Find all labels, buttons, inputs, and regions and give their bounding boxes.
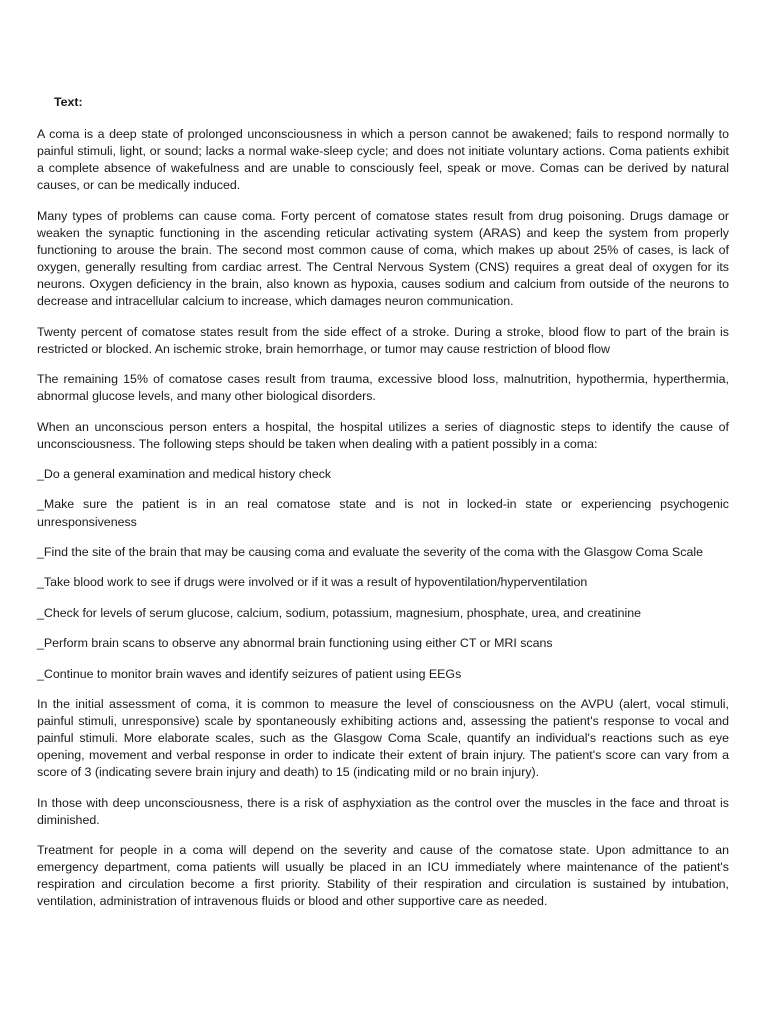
paragraph-coma-definition: A coma is a deep state of prolonged unconsciousness in which a person cannot be awakened; fails to respond normally to painful stimuli, light, or sound; lacks a normal wake-sleep cycle; and does not initiate voluntary actions. Coma patients exhibit a complete absence of wakefulness and are unable to consciously feel, speak or move. Comas can be derived by natural causes, or can be medically induced. <box>37 127 729 193</box>
list-item: _Check for levels of serum glucose, calcium, sodium, potassium, magnesium, phosphate, urea, and creatinine <box>37 605 642 620</box>
document-heading: Text: <box>54 95 83 109</box>
list-item: _Do a general examination and medical history check <box>37 467 332 482</box>
list-item: _Find the site of the brain that may be causing coma and evaluate the severity of the coma with the Glasgow Coma Scale <box>37 544 704 559</box>
document-page <box>37 94 729 924</box>
list-item: _Make sure the patient is in an real comatose state and is not in locked-in state or experiencing psychogenic unresponsiveness <box>37 497 729 529</box>
diagnostic-steps-list <box>37 466 729 683</box>
paragraph-causes-other: The remaining 15% of comatose cases result from trauma, excessive blood loss, malnutrition, hypothermia, hyperthermia, abnormal glucose levels, and many other biological disorders. <box>37 372 729 404</box>
paragraph-diagnosis-intro: When an unconscious person enters a hospital, the hospital utilizes a series of diagnostic steps to identify the cause of unconsciousness. The following steps should be taken when dealing with a patient possibly in a coma: <box>37 419 729 451</box>
paragraph-asphyxiation-risk: In those with deep unconsciousness, there is a risk of asphyxiation as the control over the muscles in the face and throat is diminished. <box>37 795 729 827</box>
paragraph-causes-stroke: Twenty percent of comatose states result from the side effect of a stroke. During a stroke, blood flow to part of the brain is restricted or blocked. An ischemic stroke, brain hemorrhage, or tumor may cause restriction of blood flow <box>37 324 729 356</box>
paragraph-treatment: Treatment for people in a coma will depend on the severity and cause of the comatose state. Upon admittance to an emergency department, coma patients will usually be placed in an ICU immediately where maintenance of the patient's respiration and circulation become a first priority. Stability of their respiration and circulation is sustained by intubation, ventilation, administration of intravenous fluids or blood and other supportive care as needed. <box>37 843 729 909</box>
list-item: _Perform brain scans to observe any abnormal brain functioning using either CT or MRI scans <box>37 636 553 651</box>
paragraph-causes-drugs-oxygen: Many types of problems can cause coma. Forty percent of comatose states result from drug poisoning. Drugs damage or weaken the synaptic functioning in the ascending reticular activating system (ARAS) and keep the system from properly functioning to arouse the brain. The second most common cause of coma, which makes up about 25% of cases, is lack of oxygen, generally resulting from cardiac arrest. The Central Nervous System (CNS) requires a great deal of oxygen for its neurons. Oxygen deficiency in the brain, also known as hypoxia, causes sodium and calcium from outside of the neurons to decrease and intracellular calcium to increase, which damages neuron communication. <box>37 208 729 309</box>
list-item: _Continue to monitor brain waves and identify seizures of patient using EEGs <box>37 666 462 681</box>
list-item: _Take blood work to see if drugs were involved or if it was a result of hypoventilation/hyperventilation <box>37 575 588 590</box>
paragraph-initial-assessment: In the initial assessment of coma, it is common to measure the level of consciousness on the AVPU (alert, vocal stimuli, painful stimuli, unresponsive) scale by spontaneously exhibiting actions and, assessing the patient's response to vocal and painful stimuli. More elaborate scales, such as the Glasgow Coma Scale, quantify an individual's reactions such as eye opening, movement and verbal response in order to indicate their extent of brain injury. The patient's score can vary from a score of 3 (indicating severe brain injury and death) to 15 (indicating mild or no brain injury). <box>37 696 729 780</box>
